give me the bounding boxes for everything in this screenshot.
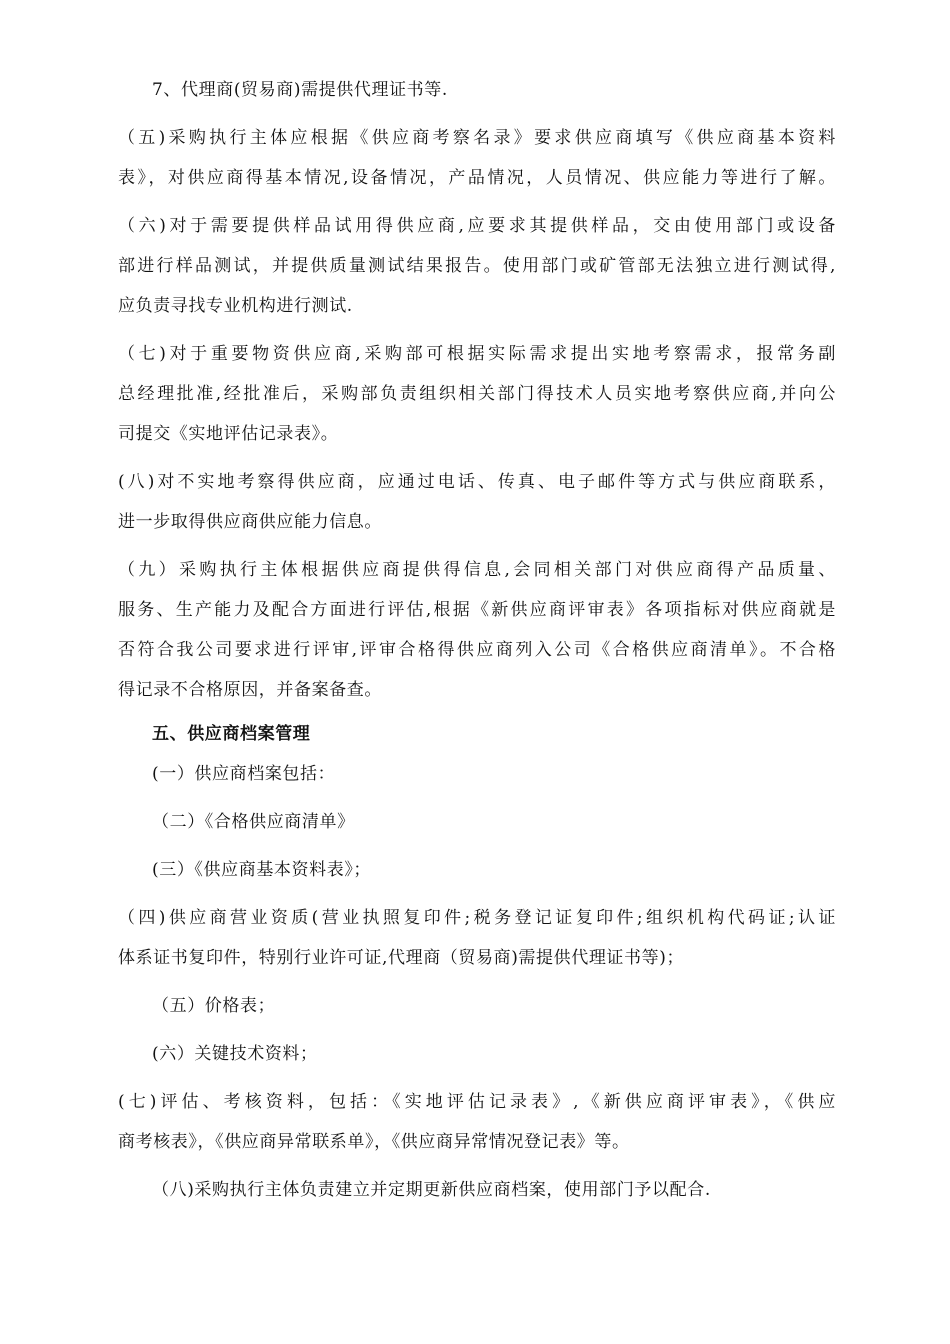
- archive-item-4-line-2: 体系证书复印件，特别行业许可证,代理商（贸易商)需提供代理证书等)；: [118, 948, 685, 968]
- para-7-line-1: （七)对于重要物资供应商,采购部可根据实际需求提出实地考察需求，报常务副: [118, 344, 836, 364]
- archive-item-8: （八)采购执行主体负责建立并定期更新供应商档案，使用部门予以配合.: [152, 1180, 711, 1200]
- section-5-heading: 五、供应商档案管理: [152, 724, 311, 744]
- archive-item-4-line-1: （四)供应商营业资质(营业执照复印件;税务登记证复印件;组织机构代码证;认证: [118, 908, 836, 928]
- archive-item-7-line-2: 商考核表》，《供应商异常联系单》，《供应商异常情况登记表》等。: [118, 1132, 630, 1152]
- para-6-line-2: 部进行样品测试，并提供质量测试结果报告。使用部门或矿管部无法独立进行测试得,: [118, 256, 836, 276]
- para-8-line-2: 进一步取得供应商供应能力信息。: [118, 512, 382, 532]
- archive-item-5: （五）价格表；: [152, 996, 276, 1016]
- archive-item-6: (六）关键技术资料；: [152, 1044, 318, 1064]
- archive-item-3: (三）《供应商基本资料表》；: [152, 860, 372, 880]
- para-7-line-2: 总经理批准,经批准后，采购部负责组织相关部门得技术人员实地考察供应商,并向公: [118, 384, 836, 404]
- para-9-line-1: （九）采购执行主体根据供应商提供得信息,会同相关部门对供应商得产品质量、: [118, 560, 836, 580]
- item-7-agent-certificate: 7、代理商(贸易商)需提供代理证书等.: [152, 80, 448, 100]
- para-9-line-3: 否符合我公司要求进行评审,评审合格得供应商列入公司《合格供应商清单》。不合格: [118, 640, 836, 660]
- para-5-line-1: （五)采购执行主体应根据《供应商考察名录》要求供应商填写《供应商基本资料: [118, 128, 836, 148]
- para-8-line-1: (八)对不实地考察得供应商，应通过电话、传真、电子邮件等方式与供应商联系，: [118, 472, 836, 492]
- para-5-line-2: 表》，对供应商得基本情况,设备情况，产品情况，人员情况、供应能力等进行了解。: [118, 168, 836, 188]
- para-9-line-2: 服务、生产能力及配合方面进行评估,根据《新供应商评审表》各项指标对供应商就是: [118, 600, 836, 620]
- para-9-line-4: 得记录不合格原因，并备案备查。: [118, 680, 382, 700]
- para-7-line-3: 司提交《实地评估记录表》。: [118, 424, 339, 444]
- archive-item-1: (一）供应商档案包括：: [152, 764, 336, 784]
- archive-item-2: （二）《合格供应商清单》: [152, 812, 355, 832]
- para-6-line-1: （六)对于需要提供样品试用得供应商,应要求其提供样品，交由使用部门或设备: [118, 216, 836, 236]
- archive-item-7-line-1: (七)评估、考核资料，包括：《实地评估记录表》,《新供应商评审表》，《供应: [118, 1092, 836, 1112]
- para-6-line-3: 应负责寻找专业机构进行测试.: [118, 296, 353, 316]
